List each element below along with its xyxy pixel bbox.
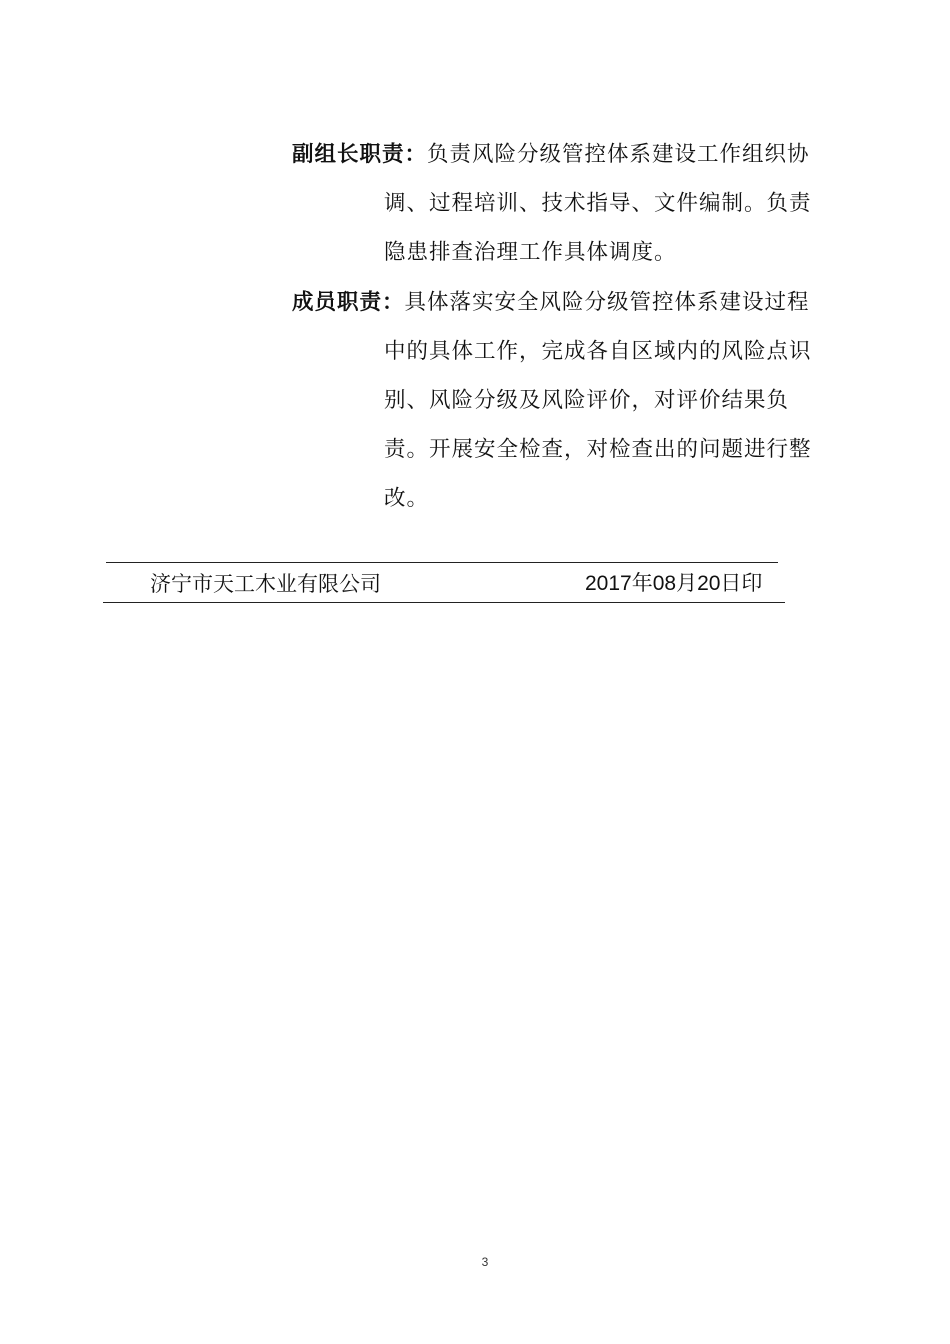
member-duties-text-line-2: 中的具体工作，完成各自区域内的风险点识 <box>384 339 812 364</box>
vice-leader-duties-text-line-2: 调、过程培训、技术指导、文件编制。负责 <box>384 191 812 216</box>
member-first-line <box>292 278 832 327</box>
vice-leader-duties-paragraph <box>292 130 832 277</box>
member-duties-text-line-3: 别、风险分级及风险评价，对评价结果负 <box>384 388 790 413</box>
member-duties-text-line-1: 具体落实安全风险分级管控体系建设过程 <box>404 290 810 315</box>
vice-leader-first-line <box>292 130 832 179</box>
member-duties-text-line-5: 改。 <box>384 486 430 511</box>
member-duties-text-line-4: 责。开展安全检查，对检查出的问题进行整 <box>384 437 812 462</box>
footer-bottom-rule <box>103 602 785 603</box>
page-number: 3 <box>481 1255 489 1269</box>
footer-print-date: 2017年08月20日印 <box>585 572 763 595</box>
vice-leader-duties-label: 副组长职责： <box>292 142 428 167</box>
vice-leader-duties-text-line-1: 负责风险分级管控体系建设工作组织协 <box>427 142 810 167</box>
member-duties-label: 成员职责： <box>292 290 405 315</box>
footer-top-rule <box>106 562 778 563</box>
member-duties-paragraph <box>292 278 832 523</box>
footer-company-name: 济宁市天工木业有限公司 <box>150 572 381 596</box>
vice-leader-duties-text-line-3: 隐患排查治理工作具体调度。 <box>384 240 677 265</box>
